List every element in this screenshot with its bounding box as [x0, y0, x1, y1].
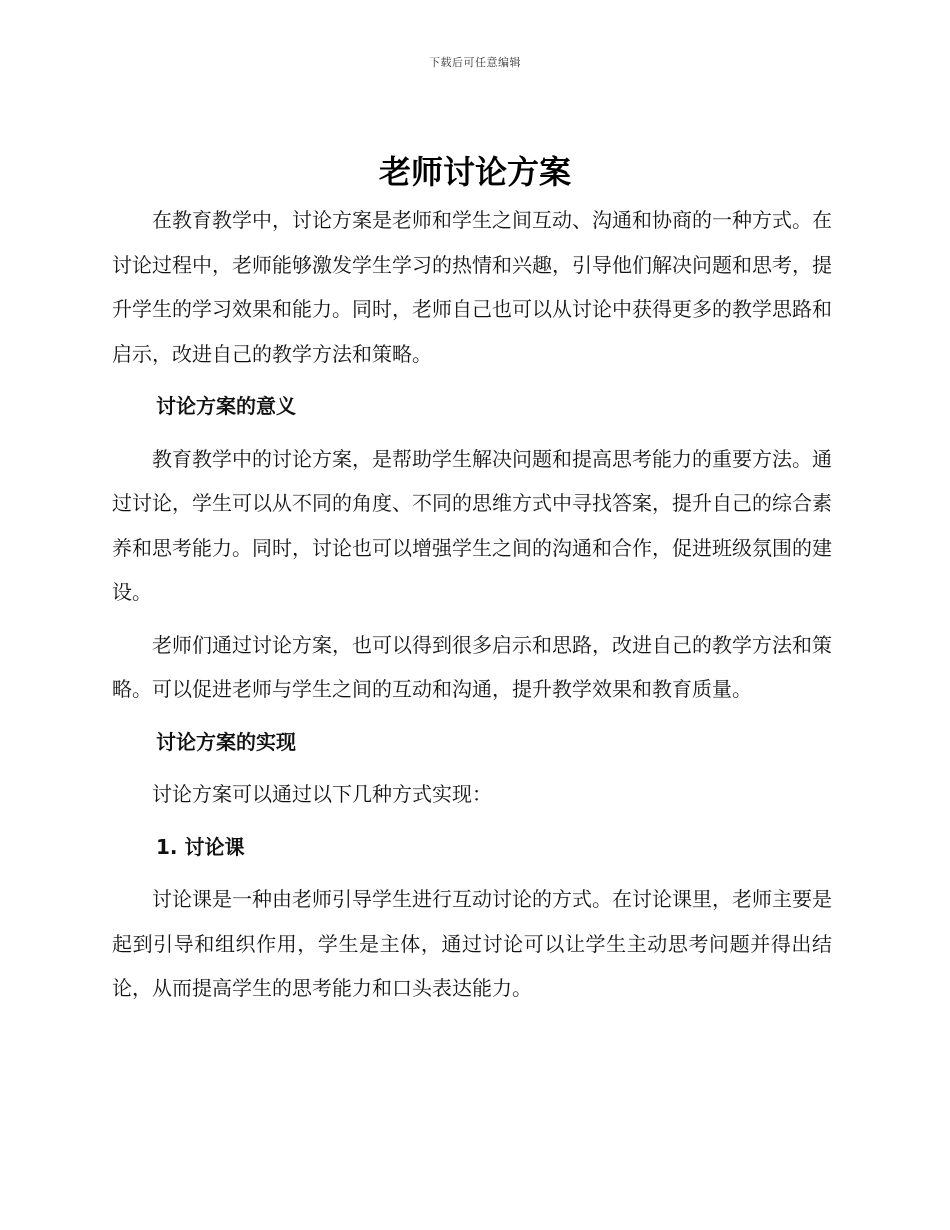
document-body: [112, 198, 832, 1019]
intro-paragraph: 在教育教学中，讨论方案是老师和学生之间互动、沟通和协商的一种方式。在讨论过程中，老师能够激发学生学习的热情和兴趣，引导他们解决问题和思考，提升学生的学习效果和能力。同时，老师自己也可以从讨论中获得更多的教学思路和启示，改进自己的教学方法和策略。: [112, 208, 832, 366]
section-heading-significance: 讨论方案的意义: [156, 394, 296, 418]
significance-paragraph-2: 老师们通过讨论方案，也可以得到很多启示和思路，改进自己的教学方法和策略。可以促进老师与学生之间的互动和沟通，提升教学效果和教育质量。: [112, 632, 832, 701]
subsection-heading-discussion-class: 1. 讨论课: [156, 834, 245, 859]
implementation-paragraph: 讨论方案可以通过以下几种方式实现：: [152, 782, 492, 806]
significance-paragraph-1: 教育教学中的讨论方案，是帮助学生解决问题和提高思考能力的重要方法。通过讨论，学生可以从不同的角度、不同的思维方式中寻找答案，提升自己的综合素养和思考能力。同时，讨论也可以增强学生之间的沟通和合作，促进班级氛围的建设。: [112, 446, 832, 604]
document-title: 老师讨论方案: [378, 153, 571, 191]
section-heading-implementation: 讨论方案的实现: [156, 729, 296, 754]
header-note: 下载后可任意编辑: [429, 56, 521, 69]
discussion-class-paragraph: 讨论课是一种由老师引导学生进行互动讨论的方式。在讨论课里，老师主要是起到引导和组织作用，学生是主体，通过讨论可以让学生主动思考问题并得出结论，从而提高学生的思考能力和口头表达能力。: [112, 887, 832, 1000]
